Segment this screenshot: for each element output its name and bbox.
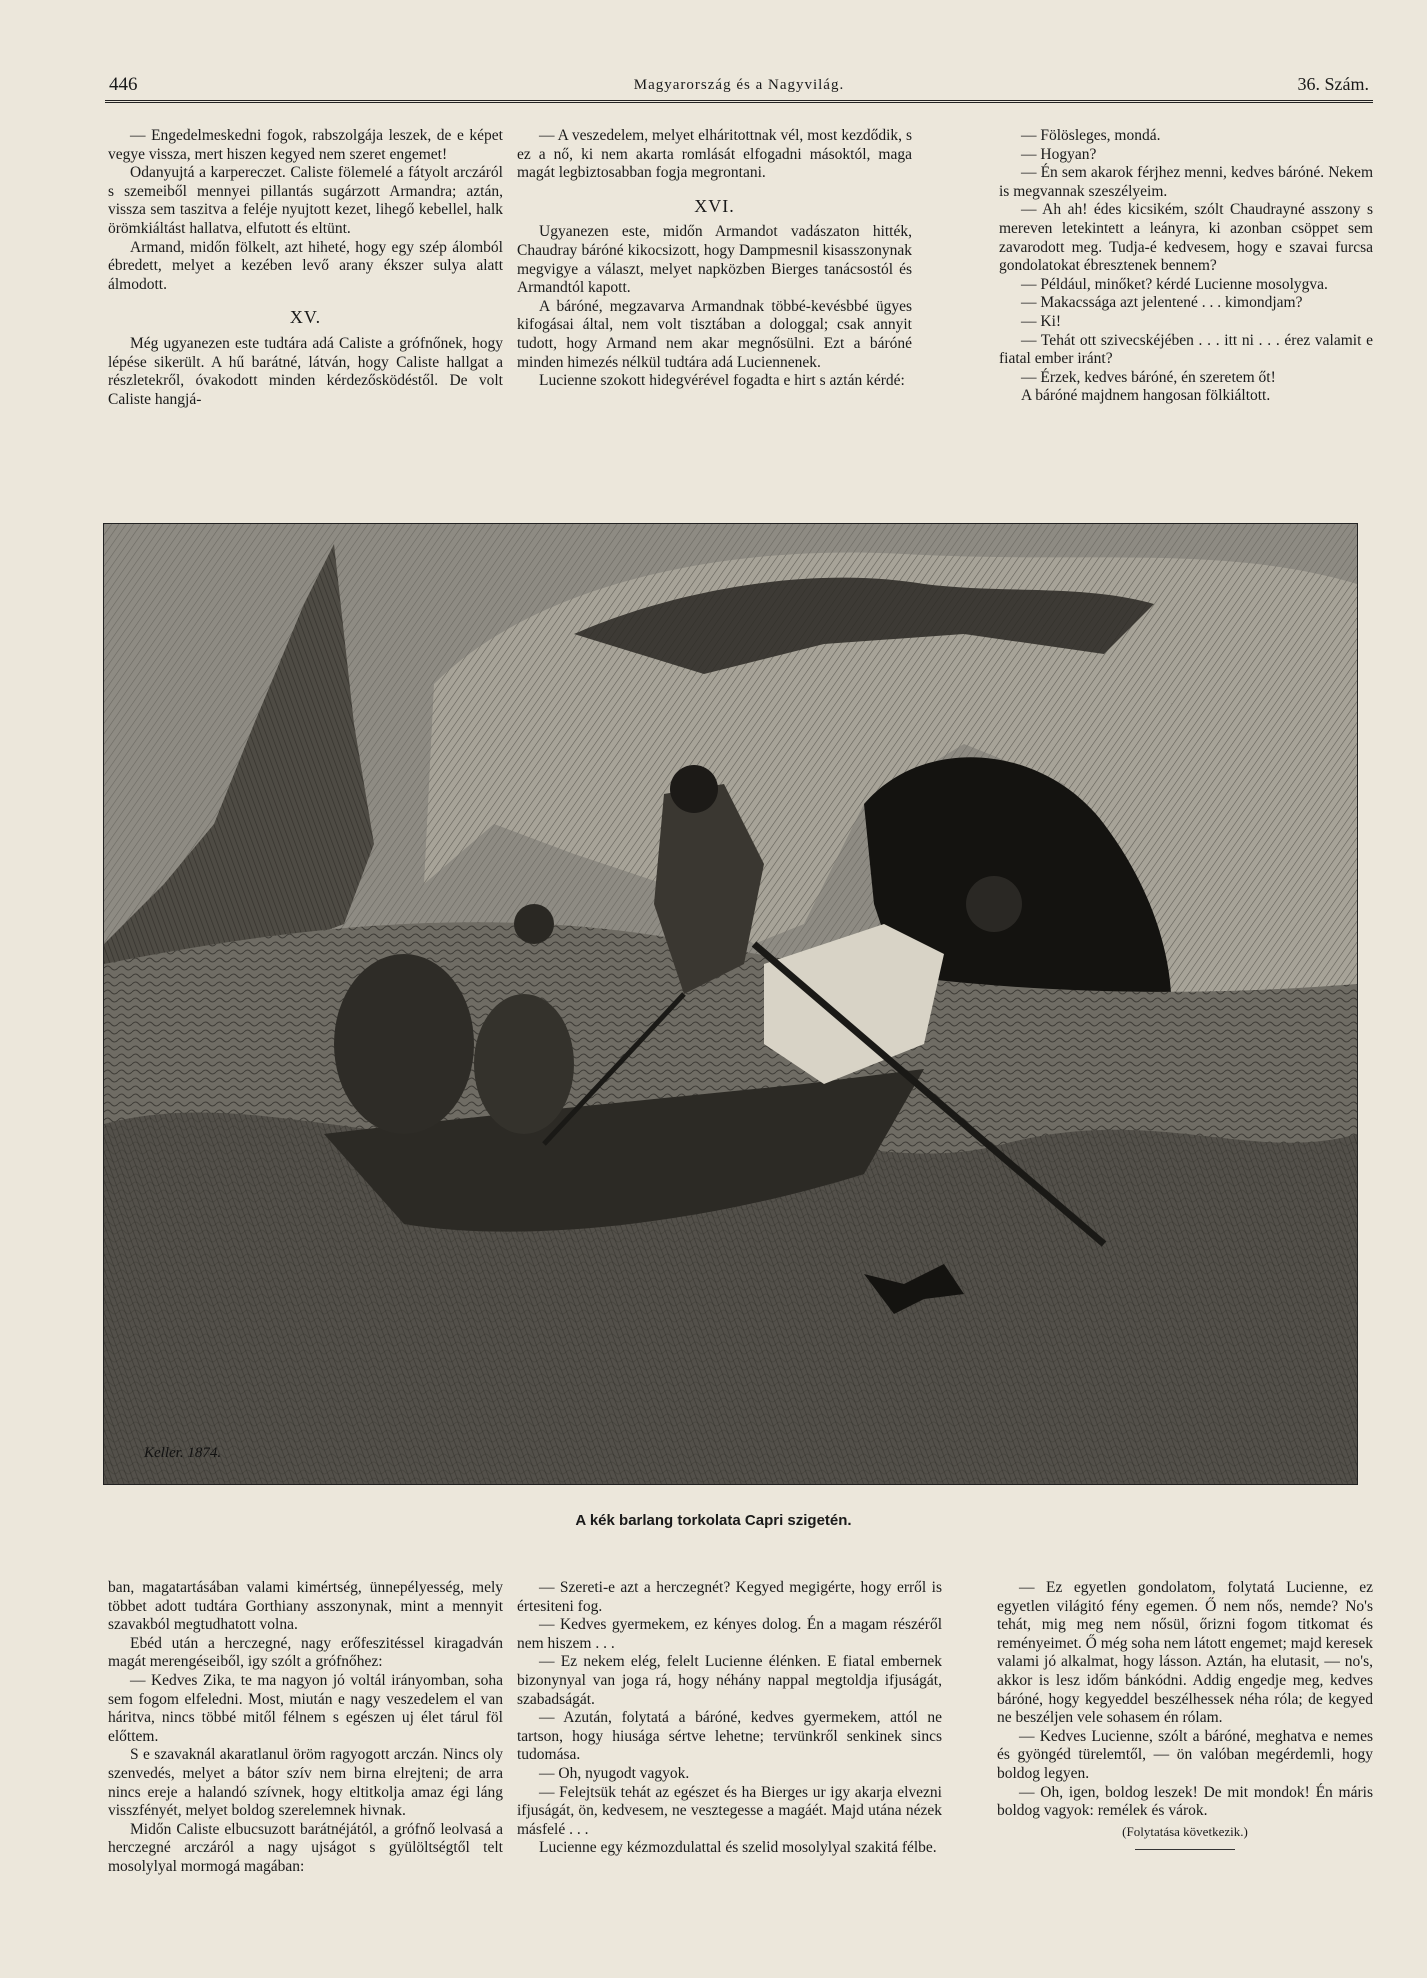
paragraph: — Szereti-e azt a herczegnét? Kegyed megigérte, hogy erről is értesiteni fog. bbox=[517, 1579, 942, 1615]
figure-head bbox=[514, 904, 554, 944]
chapter-heading: XVI. bbox=[694, 195, 735, 216]
top-column-2 bbox=[517, 127, 912, 391]
top-column-3 bbox=[999, 127, 1373, 406]
top-column-1 bbox=[108, 127, 503, 409]
paragraph: A báróné, megzavarva Armandnak többé-kevésbbé ügyes kifogásai által, nem volt tisztában a dologgal; csak annyit tudott, hogy Armand nem akar megnősülni. Ezt a báróné minden himezés nélkül tudtára adá Luciennenek. bbox=[517, 297, 912, 371]
issue-number: 36. Szám. bbox=[1297, 74, 1369, 94]
paragraph: — Én sem akarok férjhez menni, kedves báróné. Nekem is megvannak szeszélyeim. bbox=[999, 164, 1373, 200]
page-header bbox=[105, 70, 1373, 103]
paragraph: — Oh, nyugodt vagyok. bbox=[539, 1764, 690, 1782]
paragraph: — Felejtsük tehát az egészet és ha Bierges ur igy akarja elvezni ifjuságát, ön, kedvesem, ne vesztegesse a magáét. Majd utána nézek másfelé . . . bbox=[517, 1783, 942, 1838]
bottom-column-3 bbox=[997, 1579, 1373, 1850]
paragraph: — Engedelmeskedni fogok, rabszolgája leszek, de e képet vegye vissza, mert hiszen kegyed nem szeret engemet! bbox=[108, 127, 503, 163]
chapter-heading: XV. bbox=[289, 307, 322, 328]
passenger-figures bbox=[334, 954, 474, 1134]
paragraph: Armand, midőn fölkelt, azt hiheté, hogy egy szép álomból ébredett, melyet a kezében levő arany ékszer sulya alatt álmodott. bbox=[108, 238, 503, 293]
paragraph: — Tehát ott szivecskéjében . . . itt ni . . . érez valamit e fiatal ember iránt? bbox=[999, 331, 1373, 368]
page-number: 446 bbox=[109, 74, 138, 95]
paragraph: S e szavaknál akaratlanul öröm ragyogott arczán. Nincs oly szenvedés, melyet a bátor szív nem birna elrejteni; de arra nincs ereje a halandó szívnek, hogy eltitkolja amaz égi láng visszfényét, melyet boldog szerelemnek hivnak. bbox=[108, 1746, 503, 1820]
paragraph: — Ki! bbox=[1021, 312, 1062, 330]
paragraph: — Azután, folytatá a báróné, kedves gyermekem, attól ne tartson, hogy hiusága sértve lehetne; tervünkről senkinek sincs tudomása. bbox=[517, 1709, 942, 1764]
paragraph: — Érzek, kedves báróné, én szeretem őt! bbox=[1021, 368, 1276, 386]
engraving-image bbox=[104, 524, 1357, 1484]
engraving-illustration bbox=[103, 523, 1358, 1485]
paragraph: Midőn Caliste elbucsuzott barátnéjától, a grófnő leolvasá a herczegné arczáról a nagy ujságot s gyülöltségtől telt mosolylyal mormogá magában: bbox=[108, 1820, 503, 1875]
paragraph: A báróné majdnem hangosan fölkiáltott. bbox=[1021, 387, 1271, 405]
paragraph: — Hogyan? bbox=[1021, 145, 1097, 163]
paragraph: Odanyujtá a karpereczet. Caliste fölemelé a fátyolt arczáról s szemeiből mennyei pillantás sugárzott Armandra; aztán, vissza sem taszitva a feléje nyujtott kezet, lihegő kebellel, halk örömkiáltást hallatva, elfutott és eltünt. bbox=[108, 164, 503, 237]
continued-notice: (Folytatása következik.) bbox=[1122, 1823, 1248, 1839]
paragraph: — Például, minőket? kérdé Lucienne mosolygva. bbox=[1021, 275, 1328, 293]
paragraph: — Makacssága azt jelentené . . . kimondjam? bbox=[1021, 294, 1303, 312]
paragraph: ban, magatartásában valami kimértség, ünnepélyesség, mely többet adott tudtára Gorthiany asszonynak, mint a mennyit szavakból megtudhatott volna. bbox=[108, 1579, 503, 1634]
bottom-column-1 bbox=[108, 1579, 503, 1877]
paragraph: — Kedves Zika, te ma nagyon jó voltál irányomban, soha sem fogom elfeledni. Most, miután e nagy veszedelem el van háritva, nincs többé mitől félnem s egészen uj élet tárul föl előttem. bbox=[108, 1671, 503, 1745]
paragraph: — Ah ah! édes kicsikém, szólt Chaudrayné asszony s mereven letekintett a leányra, ki azonban csöppet sem zavarodott meg. Tudja-é kedvesem, hogy e szavai furcsa gondolatokat ébresztenek bennem? bbox=[999, 201, 1373, 275]
paragraph: — Ez egyetlen gondolatom, folytatá Lucienne, ez egyetlen világitó fény egemen. Ő nem nős, nemde? No's tehát, mig meg nem nősül, őrizni fogom titkomat és reményeimet. Ő még soha nem látott engemet; majd keresek valami jó alkalmat, hogy lásson. Aztán, ha elutasit, — no's, akkor is lesz időm bánkódni. Addig engedje meg, kedves báróné, hogy kegyeddel beszélhessek néha róla; de kegyed ne beszéljen vele sohasem én rólam. bbox=[997, 1579, 1373, 1727]
paragraph: — A veszedelem, melyet elháritottnak vél, most kezdődik, s ez a nő, ki nem akarta romlását elfogadni másoktól, maga magát legbiztosabban fogja megrontani. bbox=[517, 127, 912, 182]
bottom-column-2 bbox=[517, 1579, 942, 1858]
paragraph: — Oh, igen, boldog leszek! De mit mondok! Én máris boldog vagyok: remélek és várok. bbox=[997, 1783, 1373, 1820]
paragraph: Lucienne szokott hidegvérével fogadta e hirt s aztán kérdé: bbox=[539, 372, 905, 390]
journal-title: Magyarország és a Nagyvilág. bbox=[633, 77, 845, 93]
paragraph: Még ugyanezen este tudtára adá Caliste a grófnőnek, hogy lépése sikerült. A hű barátné, látván, hogy Caliste hallgat a részletekről, óvakodott minden kérdezősködéstől. De volt Caliste hangjá- bbox=[108, 334, 503, 408]
illustration-caption: A kék barlang torkolata Capri szigetén. bbox=[575, 1512, 852, 1529]
paragraph: Lucienne egy kézmozdulattal és szelid mosolylyal szakitá félbe. bbox=[539, 1839, 937, 1857]
paragraph: — Kedves Lucienne, szólt a báróné, meghatva e nemes és gyöngéd türelemtől, — ön valóban megérdemli, hogy boldog legyen. bbox=[997, 1727, 1373, 1782]
artist-signature: Keller. 1874. bbox=[144, 1445, 222, 1461]
paragraph: Ebéd után a herczegné, nagy erőfeszitéssel kiragadván magát merengéseiből, igy szólt a grófnőhez: bbox=[108, 1634, 503, 1671]
paragraph: — Kedves gyermekem, ez kényes dolog. Én a magam részéről nem hiszem . . . bbox=[517, 1616, 942, 1652]
paragraph: — Ez nekem elég, felelt Lucienne élénken. E fiatal embernek bizonynyal van joga rá, hogy néhány nappal megtoldja ifjuságát, szabadságát. bbox=[517, 1653, 942, 1708]
divider bbox=[1135, 1849, 1235, 1850]
paragraph: — Fölösleges, mondá. bbox=[1021, 127, 1161, 144]
paragraph: Ugyanezen este, midőn Armandot vadászaton hitték, Chaudray báróné kikocsizott, hogy Dampmesnil kisasszonynak megvigye a választ, melyet napközben Bierges tanácsostól és Armandtól kapott. bbox=[517, 223, 912, 297]
